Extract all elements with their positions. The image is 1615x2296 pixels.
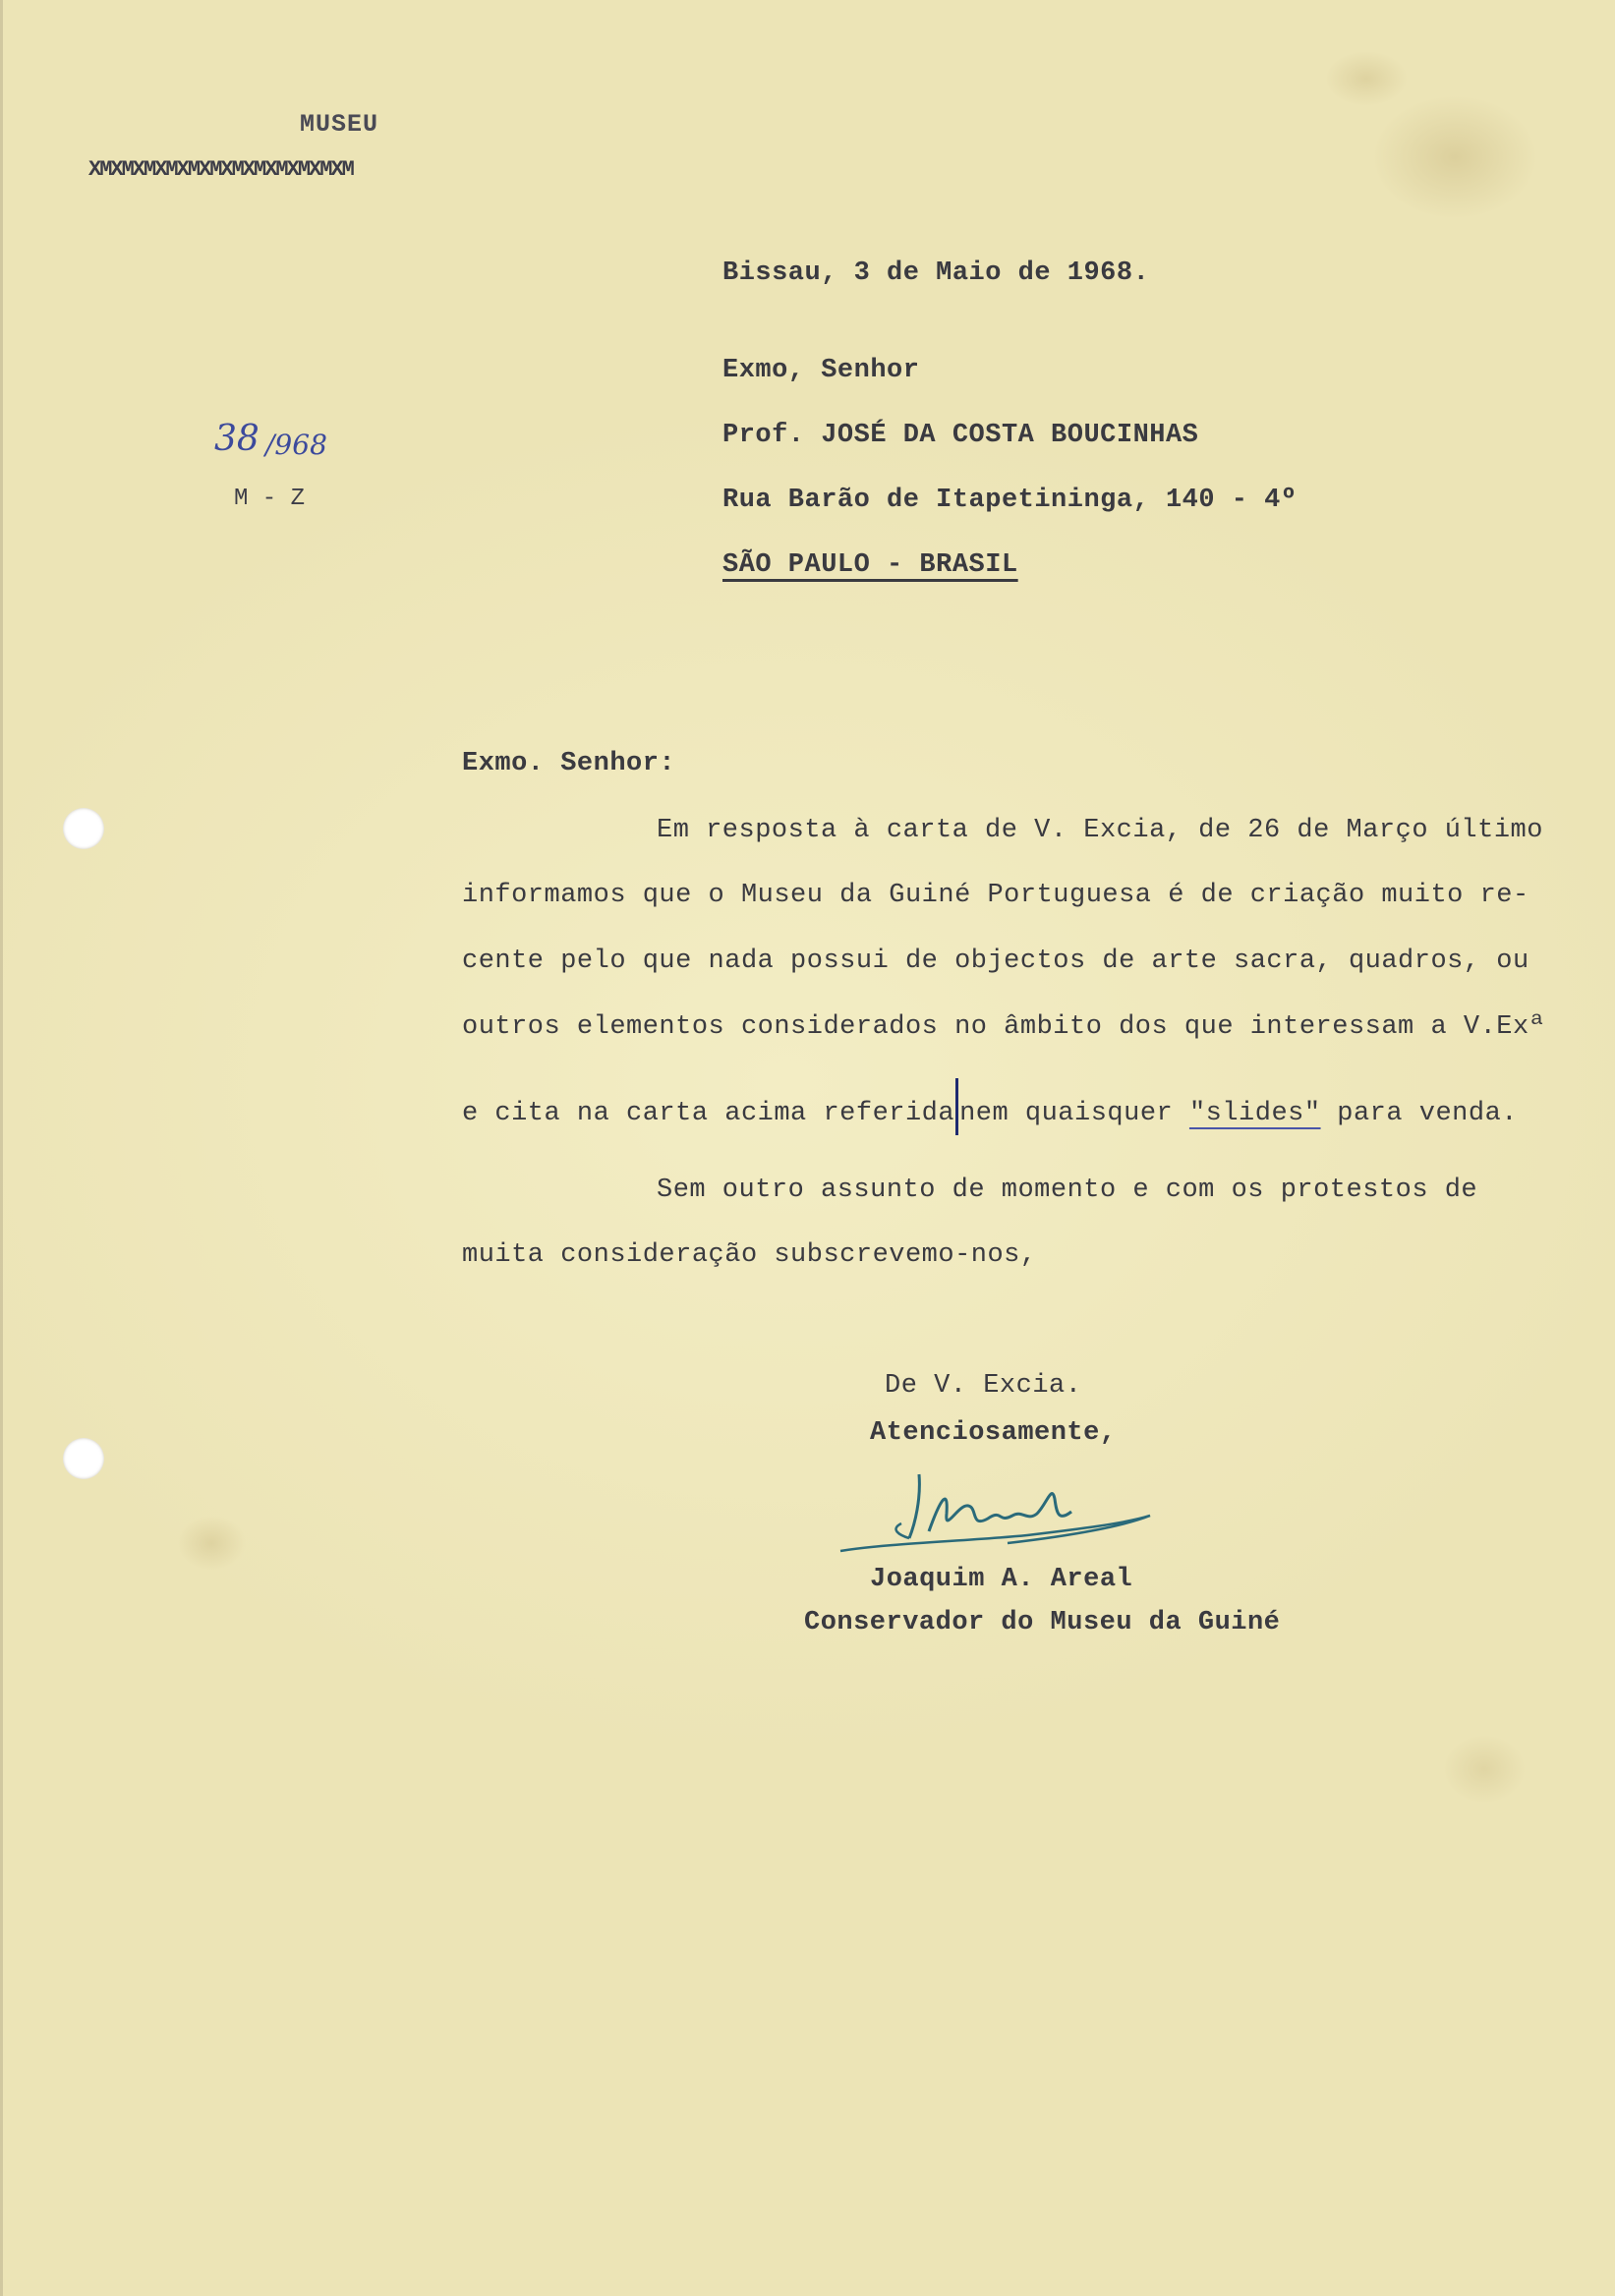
recipient-line-4: SÃO PAULO - BRASIL bbox=[722, 550, 1018, 580]
body-line-4: outros elementos considerados no âmbito dos que interessam a V.Exª bbox=[462, 1012, 1546, 1042]
body-line-3: cente pelo que nada possui de objectos de arte sacra, quadros, ou bbox=[462, 947, 1529, 976]
signer-name: Joaquim A. Areal bbox=[870, 1565, 1133, 1594]
body-line-5 bbox=[462, 1078, 1518, 1135]
letterhead-title: MUSEU bbox=[300, 110, 379, 139]
recipient-line-3: Rua Barão de Itapetininga, 140 - 4º bbox=[722, 486, 1298, 515]
closing-line-1: De V. Excia. bbox=[885, 1371, 1082, 1401]
recipient-line-1: Exmo, Senhor bbox=[722, 356, 920, 385]
signature-underline bbox=[840, 1516, 1150, 1551]
slides-word: "slides" bbox=[1188, 1099, 1321, 1128]
date-line: Bissau, 3 de Maio de 1968. bbox=[722, 258, 1150, 288]
body-line-5-end: para venda. bbox=[1320, 1099, 1518, 1128]
signature-stroke-1 bbox=[909, 1474, 919, 1538]
body-line-2: informamos que o Museu da Guiné Portuguesa é de criação muito re- bbox=[462, 881, 1529, 910]
ink-correction-mark bbox=[955, 1078, 958, 1135]
closing-paragraph-line-1: Sem outro assunto de momento e com os protestos de bbox=[657, 1176, 1478, 1205]
closing-paragraph-line-2: muita consideração subscrevemo-nos, bbox=[462, 1240, 1037, 1270]
signature-image bbox=[831, 1445, 1155, 1563]
reference-year: /968 bbox=[265, 429, 327, 461]
body-line-1: Em resposta à carta de V. Excia, de 26 de Março último bbox=[657, 816, 1543, 845]
page-edge bbox=[0, 0, 3, 2296]
signature-stroke-3 bbox=[929, 1494, 1071, 1531]
signer-title: Conservador do Museu da Guiné bbox=[804, 1608, 1281, 1637]
reference-code: M - Z bbox=[234, 486, 306, 512]
punch-hole bbox=[63, 808, 104, 849]
salutation: Exmo. Senhor: bbox=[462, 749, 676, 778]
letterhead-struck-text: XMXMXMXMXMXMXMXMXMXMXMXM bbox=[88, 157, 353, 182]
punch-hole bbox=[63, 1438, 104, 1479]
closing-line-2: Atenciosamente, bbox=[870, 1418, 1117, 1448]
signature-stroke-2 bbox=[896, 1523, 909, 1538]
recipient-line-2: Prof. JOSÉ DA COSTA BOUCINHAS bbox=[722, 421, 1199, 450]
body-line-5-start: e cita na carta acima referida bbox=[462, 1099, 955, 1128]
reference-number: 38 bbox=[214, 419, 260, 459]
body-line-5-middle: nem quaisquer bbox=[959, 1099, 1189, 1128]
